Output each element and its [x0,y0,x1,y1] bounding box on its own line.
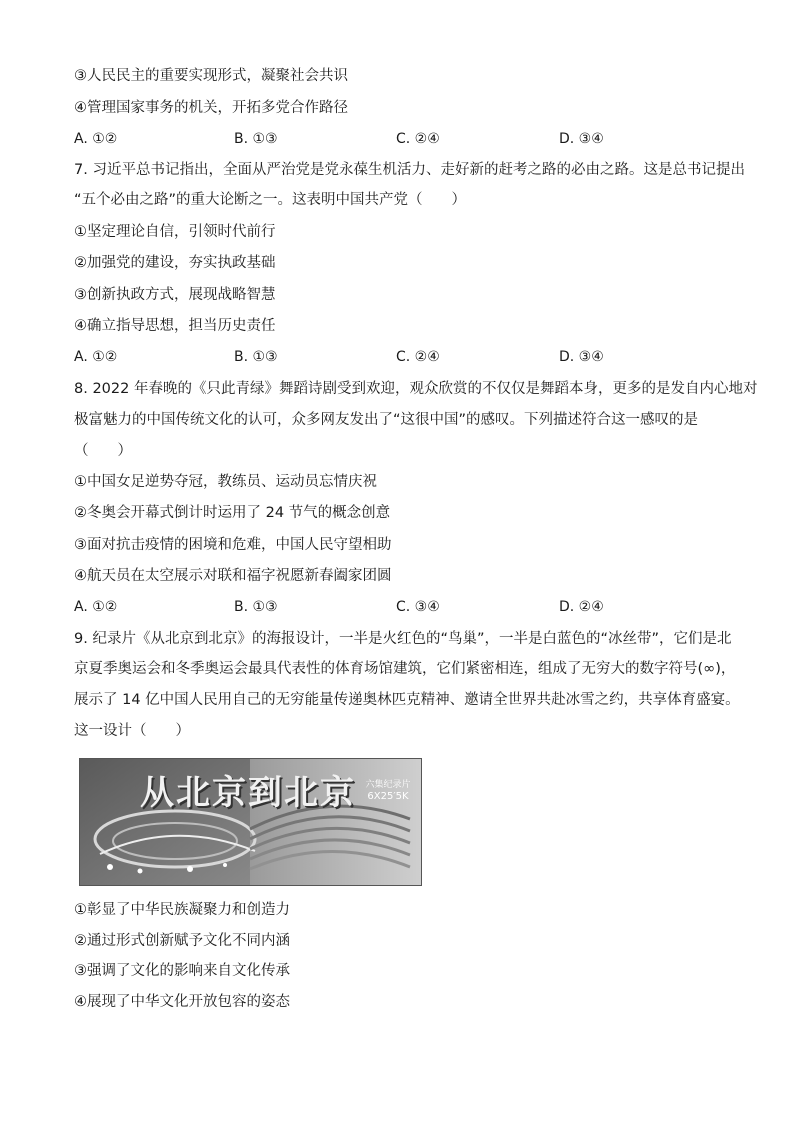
q8-stem-line2: 极富魅力的中国传统文化的认可，众多网友发出了“这很中国”的感叹。下列描述符合这一感叹的是 [74,412,699,428]
q9-option-2: ②通过形式创新赋予文化不同内涵 [74,933,290,949]
choice-b: B. ①③ [234,131,278,147]
choice-d: D. ③④ [559,349,604,365]
choice-b: B. ①③ [234,349,278,365]
choice-c: C. ③④ [396,599,440,615]
q9-stem-line1: 9. 纪录片《从北京到北京》的海报设计，一半是火红色的“鸟巢”，一半是白蓝色的“冰丝带”，它们是北 [74,631,732,647]
q8-stem-line3: （ ） [74,443,132,459]
q8-option-1: ①中国女足逆势夺冠，教练员、运动员忘情庆祝 [74,474,377,490]
choice-a: A. ①② [74,131,118,147]
q7-option-1: ①坚定理论自信，引领时代前行 [74,224,276,240]
poster-badge-line1: 六集纪录片 [365,780,411,790]
q9-option-1: ①彰显了中华民族凝聚力和创造力 [74,902,290,918]
q8-stem-line1: 8. 2022 年春晚的《只此青绿》舞蹈诗剧受到欢迎，观众欣赏的不仅仅是舞蹈本身，更多的是发自内心地对 [74,381,758,397]
q9-option-4: ④展现了中华文化开放包容的姿态 [74,994,290,1010]
q7-option-4: ④确立指导思想，担当历史责任 [74,318,276,334]
q7-stem-line2: “五个必由之路”的重大论断之一。这表明中国共产党（ ） [74,192,467,208]
q7-option-3: ③创新执政方式，展现战略智慧 [74,287,276,303]
q7-option-2: ②加强党的建设，夯实执政基础 [74,255,276,271]
q6-choices [74,129,604,149]
q6-option-4: ④管理国家事务的机关，开拓多党合作路径 [74,100,348,116]
choice-d: D. ③④ [559,131,604,147]
documentary-poster-image [79,758,422,886]
choice-c: C. ②④ [396,349,440,365]
q8-choices [74,597,604,617]
q9-stem-line4: 这一设计（ ） [74,723,190,739]
q6-option-3: ③人民民主的重要实现形式，凝聚社会共识 [74,68,348,84]
q9-stem-line3: 展示了 14 亿中国人民用自己的无穷能量传递奥林匹克精神、邀请全世界共赴冰雪之约，共享体育盛宴。 [74,692,740,708]
q7-choices [74,347,604,367]
q8-option-4: ④航天员在太空展示对联和福字祝愿新春阖家团圆 [74,568,392,584]
choice-c: C. ②④ [396,131,440,147]
poster-title: 从北京到北京 [140,773,356,813]
poster-badge-line2: 6X25′5K [367,791,409,802]
q7-stem-line1: 7. 习近平总书记指出，全面从严治党是党永葆生机活力、走好新的赶考之路的必由之路。这是总书记提出 [74,162,745,178]
choice-d: D. ②④ [559,599,604,615]
poster-badge [359,779,417,803]
q8-option-3: ③面对抗击疫情的困境和危难，中国人民守望相助 [74,537,392,553]
choice-b: B. ①③ [234,599,278,615]
q9-stem-line2: 京夏季奥运会和冬季奥运会最具代表性的体育场馆建筑，它们紧密相连，组成了无穷大的数字符号(∞)， [74,661,736,677]
q9-option-3: ③强调了文化的影响来自文化传承 [74,963,290,979]
q8-option-2: ②冬奥会开幕式倒计时运用了 24 节气的概念创意 [74,505,391,521]
choice-a: A. ①② [74,349,118,365]
choice-a: A. ①② [74,599,118,615]
